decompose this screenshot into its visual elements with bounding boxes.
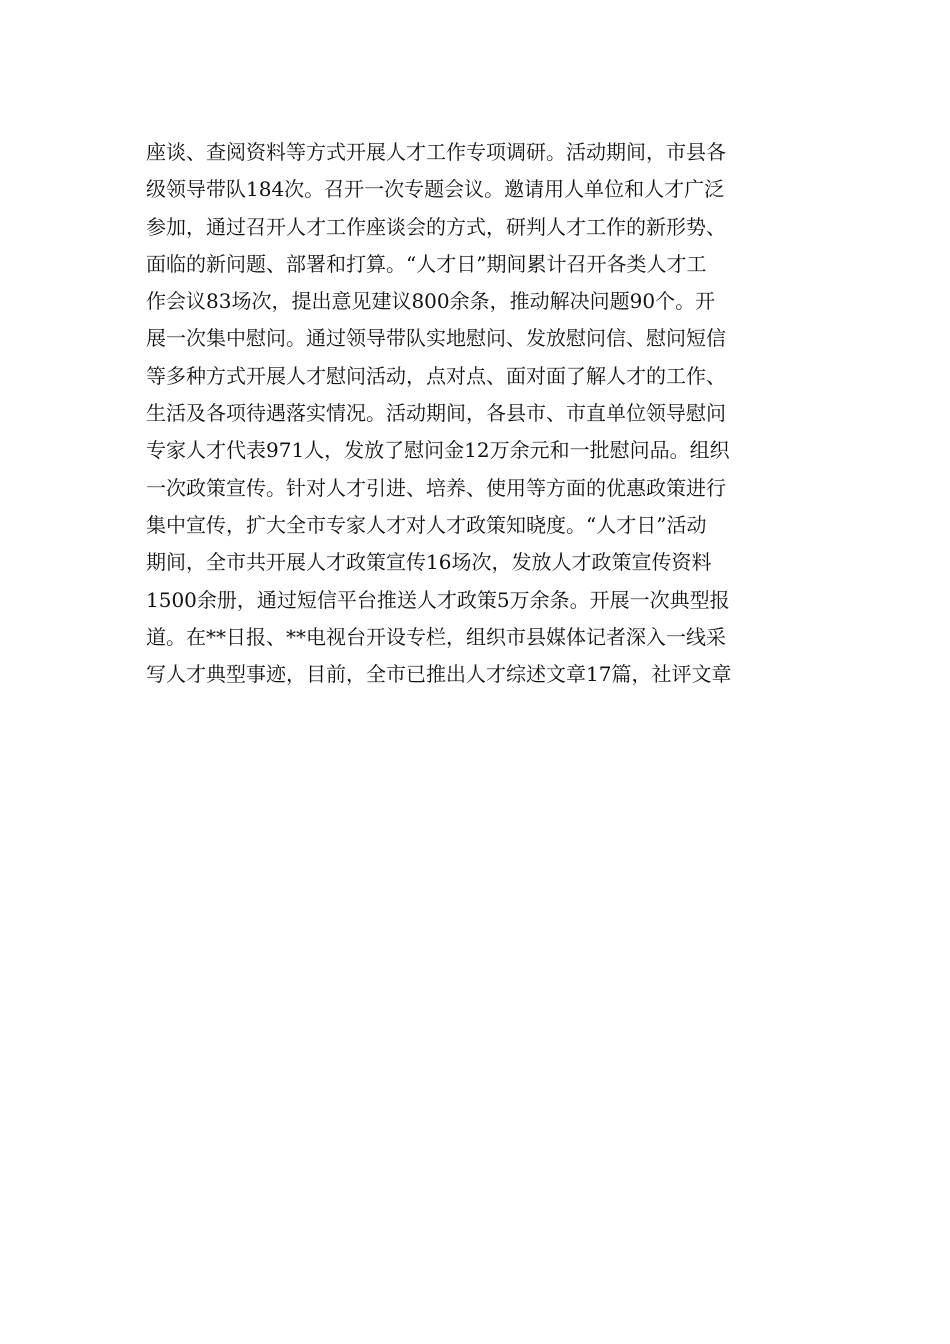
text-line: 专家人才代表971人，发放了慰问金12万余元和一批慰问品。组织	[146, 438, 730, 463]
text-line: 展一次集中慰问。通过领导带队实地慰问、发放慰问信、慰问短信	[146, 326, 726, 351]
text-line: 期间，全市共开展人才政策宣传16场次，发放人才政策宣传资料	[146, 550, 712, 575]
text-line: 面临的新问题、部署和打算。“人才日”期间累计召开各类人才工	[146, 251, 707, 276]
text-line: 参加，通过召开人才工作座谈会的方式，研判人才工作的新形势、	[146, 214, 726, 239]
text-line: 作会议83场次，提出意见建议800余条，推动解决问题90个。开	[146, 289, 716, 314]
body-text	[146, 134, 806, 693]
text-line: 1500余册，通过短信平台推送人才政策5万余条。开展一次典型报	[146, 587, 730, 612]
text-line: 写人才典型事迹，目前，全市已推出人才综述文章17篇，社评文章	[146, 662, 732, 687]
text-line: 生活及各项待遇落实情况。活动期间，各县市、市直单位领导慰问	[146, 401, 726, 426]
text-line: 道。在**日报、**电视台开设专栏，组织市县媒体记者深入一线采	[146, 624, 726, 649]
text-line: 一次政策宣传。针对人才引进、培养、使用等方面的优惠政策进行	[146, 475, 726, 500]
text-line: 级领导带队184次。召开一次专题会议。邀请用人单位和人才广泛	[146, 177, 725, 202]
text-line: 座谈、查阅资料等方式开展人才工作专项调研。活动期间，市县各	[146, 140, 726, 164]
text-line: 集中宣传，扩大全市专家人才对人才政策知晓度。“人才日”活动	[146, 512, 707, 537]
text-line: 等多种方式开展人才慰问活动，点对点、面对面了解人才的工作、	[146, 363, 726, 388]
